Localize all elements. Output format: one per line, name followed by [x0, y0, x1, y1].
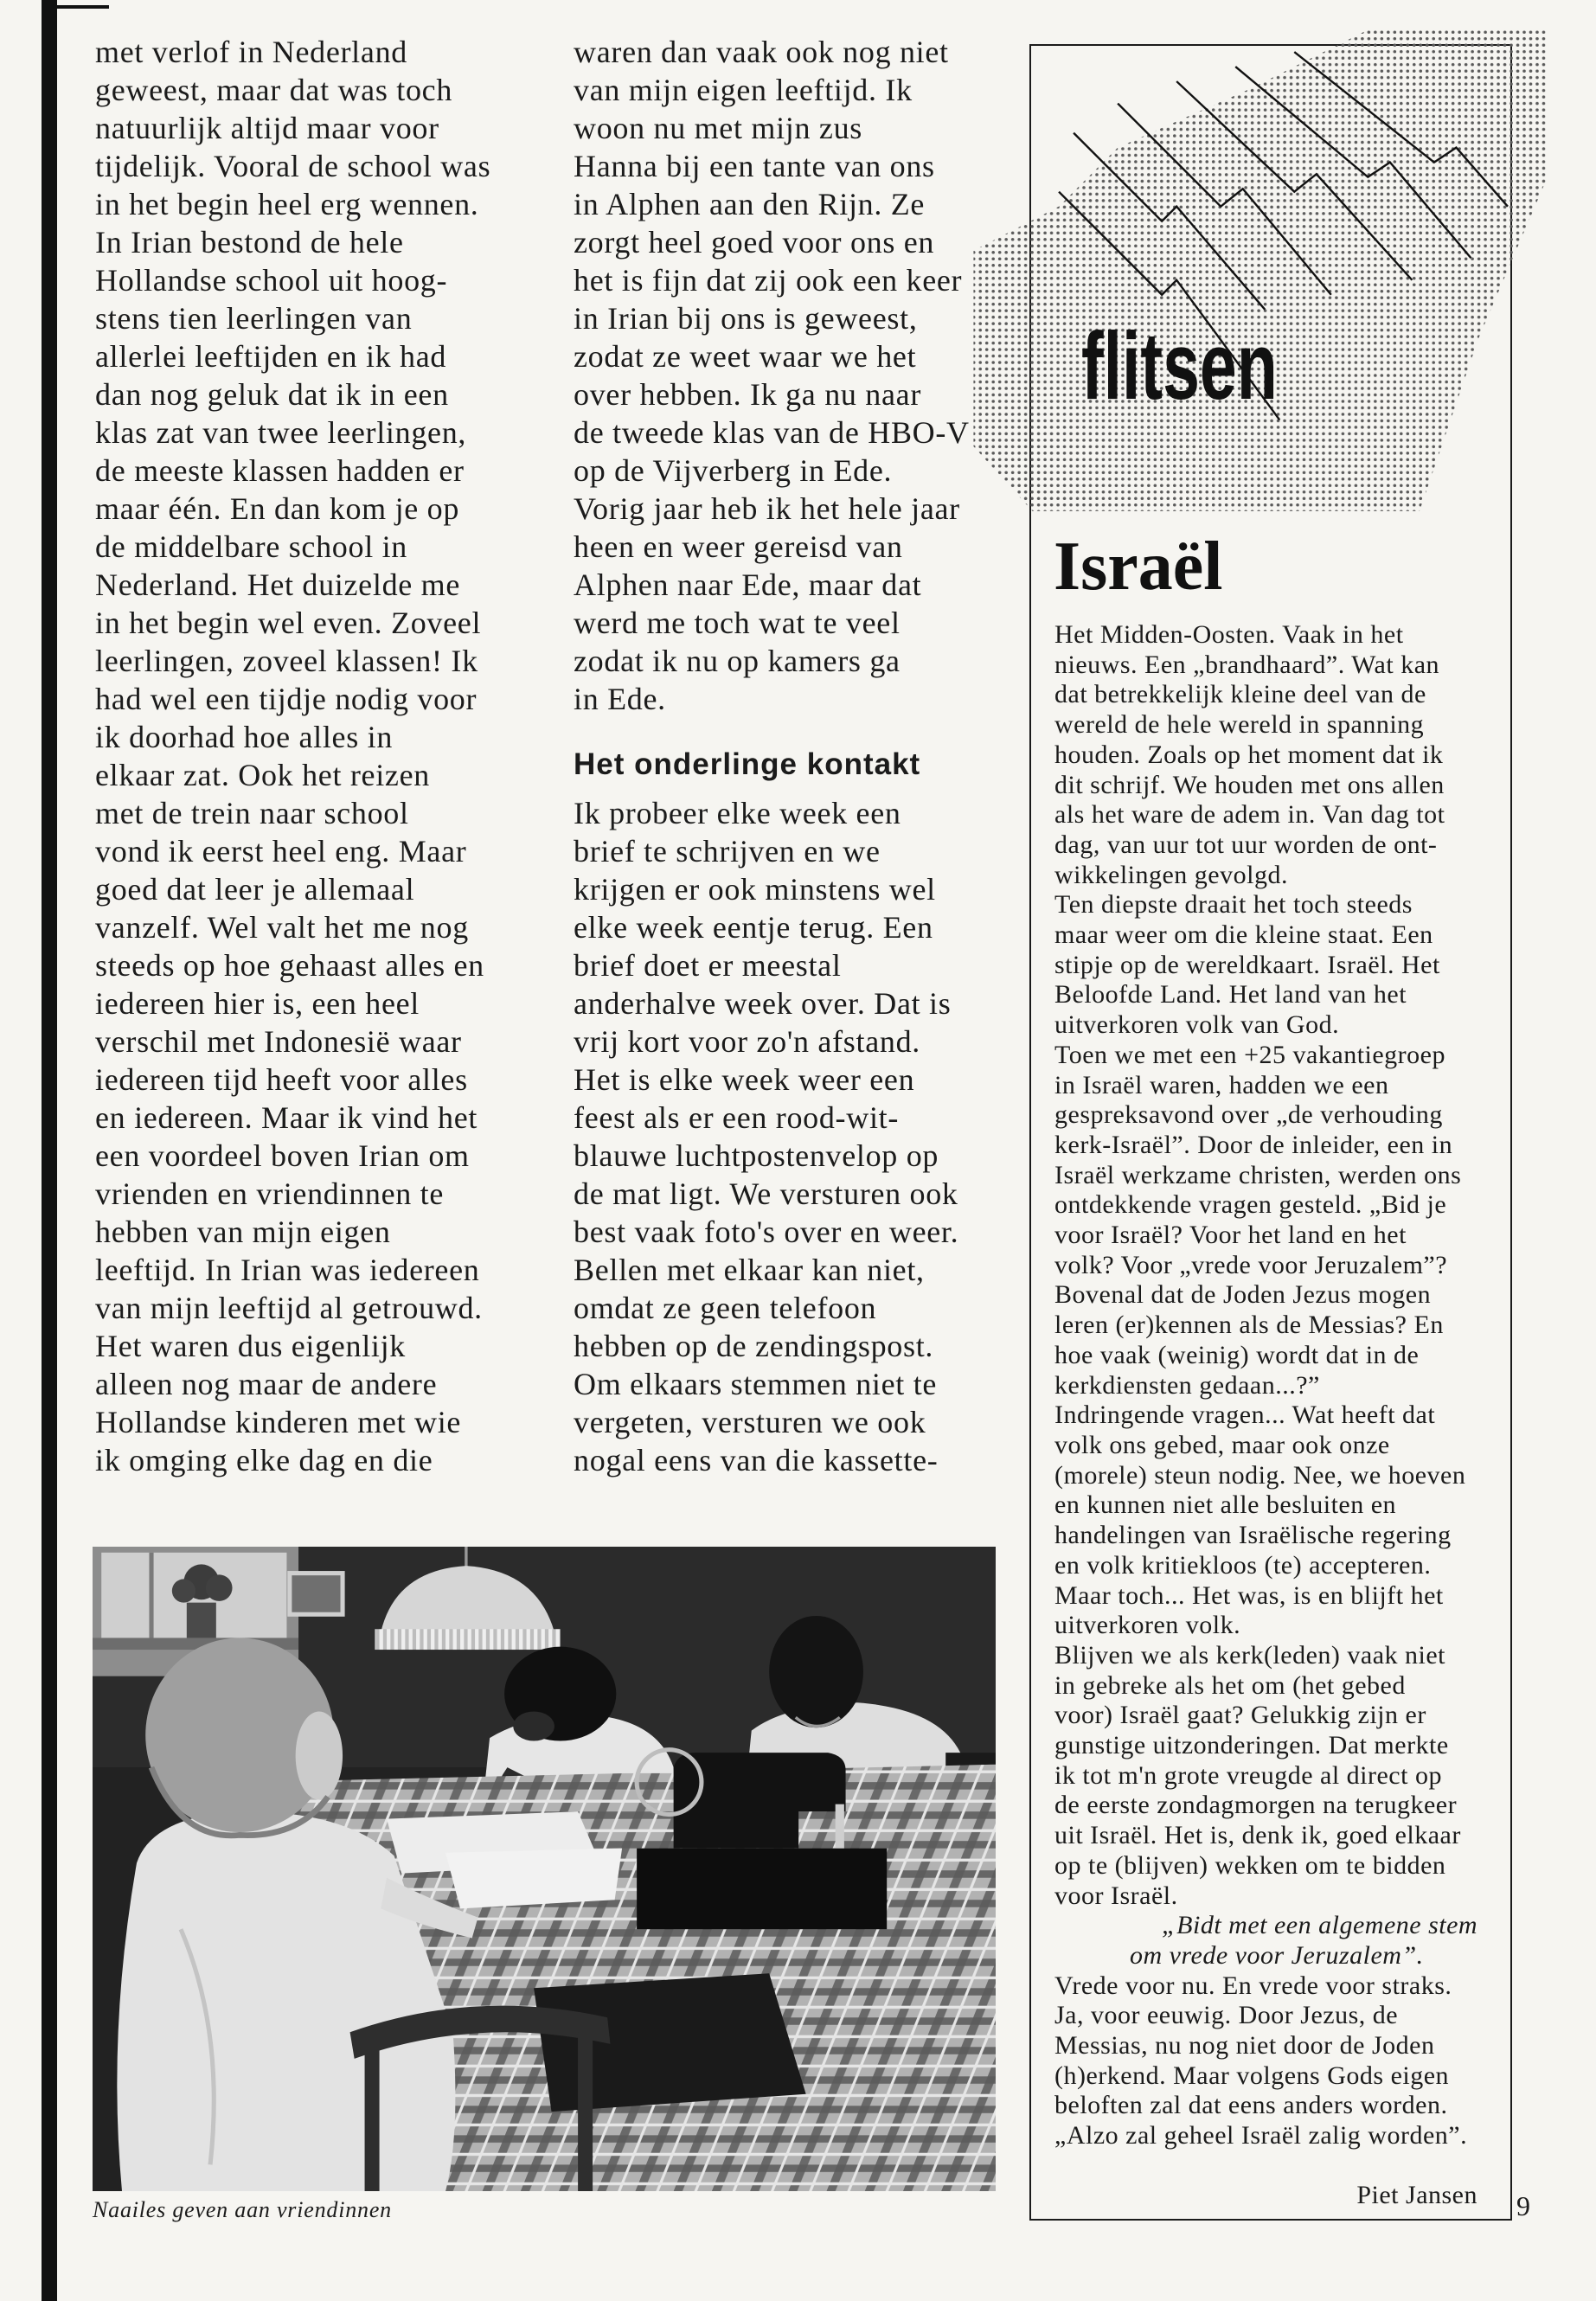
text-line: de tweede klas van de HBO-V: [574, 415, 970, 450]
text-line: Nederland. Het duizelde me: [95, 567, 461, 602]
text-line: blauwe luchtpostenvelop op: [574, 1138, 939, 1173]
text-line: gunstige uitzonderingen. Dat merkte: [1054, 1731, 1449, 1760]
text-line: hoe vaak (weinig) wordt dat in de: [1054, 1340, 1420, 1369]
text-line: nogal eens van die kassette-: [574, 1443, 939, 1477]
text-line: Bellen met elkaar kan niet,: [574, 1253, 925, 1287]
text-line: stens tien leerlingen van: [95, 301, 413, 336]
text-line: goed dat leer je allemaal: [95, 872, 415, 907]
column-middle-top: [574, 33, 970, 718]
text-line: Ik probeer elke week een: [574, 796, 901, 830]
text-line: verschil met Indonesië waar: [95, 1024, 462, 1059]
sidebar-rubric: flitsen: [1081, 313, 1278, 420]
text-line: Hanna bij een tante van ons: [574, 149, 935, 183]
text-line: Hollandse school uit hoog-: [95, 263, 448, 298]
text-line: Het is elke week weer een: [574, 1062, 915, 1097]
text-line: Om elkaars stemmen niet te: [574, 1367, 938, 1401]
text-line: in gebreke als het om (het gebed: [1054, 1670, 1406, 1700]
column-middle-bottom: [574, 794, 958, 1479]
text-line: tijdelijk. Vooral de school was: [95, 149, 491, 183]
text-line: een voordeel boven Irian om: [95, 1138, 470, 1173]
text-line: maar weer om die kleine staat. Een: [1054, 920, 1433, 950]
text-line: brief doet er meestal: [574, 948, 842, 983]
text-line: iedereen hier is, een heel: [95, 986, 420, 1021]
text-line: op de Vijverberg in Ede.: [574, 453, 893, 488]
author-name: Piet Jansen: [1356, 2181, 1477, 2209]
text-line: Ten diepste draait het toch steeds: [1054, 890, 1413, 920]
text-line: (h)erkend. Maar volgens Gods eigen: [1054, 2061, 1450, 2090]
text-line: met de trein naar school: [95, 796, 409, 830]
text-line: omdat ze geen telefoon: [574, 1291, 877, 1325]
text-line: hebben van mijn eigen: [95, 1215, 391, 1249]
text-line: (morele) steun nodig. Nee, we hoeven: [1054, 1460, 1466, 1490]
text-line: kerkdiensten gedaan...?”: [1054, 1370, 1320, 1400]
text-line: brief te schrijven en we: [574, 834, 881, 868]
text-line: vrienden en vriendinnen te: [95, 1176, 445, 1211]
text-line: feest als er een rood-wit-: [574, 1100, 900, 1135]
text-line: volk? Voor „vrede voor Jeruzalem”?: [1054, 1250, 1448, 1279]
text-line: en kunnen niet alle besluiten en: [1054, 1490, 1397, 1520]
dot-field: [973, 30, 1547, 511]
text-line: in het begin heel erg wennen.: [95, 187, 479, 221]
text-line: In Irian bestond de hele: [95, 225, 404, 260]
text-line: vrij kort voor zo'n afstand.: [574, 1024, 920, 1059]
top-edge-tick: [57, 5, 109, 9]
text-line: dat betrekkelijk kleine deel van de: [1054, 680, 1426, 709]
text-line: de meeste klassen hadden er: [95, 453, 465, 488]
text-line: Blijven we als kerk(leden) vaak niet: [1054, 1640, 1446, 1670]
text-line: Israël werkzame christen, werden ons: [1054, 1160, 1462, 1189]
text-line: handelingen van Israëlische regering: [1054, 1521, 1452, 1550]
sidebar-closing: [1054, 1971, 1477, 2151]
text-line: Het Midden-Oosten. Vaak in het: [1054, 620, 1404, 649]
column-left: [95, 33, 490, 1479]
sidebar-title: Israël: [1054, 529, 1223, 605]
text-line: klas zat van twee leerlingen,: [95, 415, 467, 450]
text-line: ik omging elke dag en die: [95, 1443, 433, 1477]
text-line: als het ware de adem in. Van dag tot: [1054, 800, 1445, 830]
text-line: hebben op de zendingspost.: [574, 1329, 934, 1363]
left-edge-bar: [42, 0, 57, 2301]
text-line: houden. Zoals op het moment dat ik: [1054, 740, 1444, 769]
text-line: best vaak foto's over en weer.: [574, 1215, 959, 1249]
text-line: Vorig jaar heb ik het hele jaar: [574, 491, 960, 526]
photo-caption: Naailes geven aan vriendinnen: [93, 2197, 392, 2222]
text-line: in Israël waren, hadden we een: [1054, 1070, 1389, 1099]
text-line: voor Israël? Voor het land en het: [1054, 1221, 1407, 1250]
text-line: op te (blijven) wekken om te bidden: [1054, 1850, 1446, 1880]
text-line: zodat ik nu op kamers ga: [574, 644, 901, 678]
text-line: Bovenal dat de Joden Jezus mogen: [1054, 1280, 1432, 1310]
text-line: geweest, maar dat was toch: [95, 73, 453, 107]
text-line: de mat ligt. We versturen ook: [574, 1176, 958, 1211]
text-line: steeds op hoe gehaast alles en: [95, 948, 484, 983]
text-line: Het waren dus eigenlijk: [95, 1329, 406, 1363]
text-line: in Ede.: [574, 682, 666, 716]
text-line: gespreksavond over „de verhouding: [1054, 1100, 1443, 1130]
text-line: Beloofde Land. Het land van het: [1054, 980, 1407, 1009]
text-line: van mijn leeftijd al getrouwd.: [95, 1291, 483, 1325]
text-line: van mijn eigen leeftijd. Ik: [574, 73, 913, 107]
text-line: Indringende vragen... Wat heeft dat: [1054, 1400, 1436, 1430]
text-line: zodat ze weet waar we het: [574, 339, 917, 374]
text-line: krijgen er ook minstens wel: [574, 872, 936, 907]
text-line: ik doorhad hoe alles in: [95, 720, 394, 754]
text-line: maar één. En dan kom je op: [95, 491, 460, 526]
text-line: dit schrijf. We houden met ons allen: [1054, 770, 1445, 799]
text-line: uitverkoren volk.: [1054, 1611, 1241, 1640]
text-line: in Alphen aan den Rijn. Ze: [574, 187, 926, 221]
fabric: [445, 1849, 622, 1909]
text-line: Hollandse kinderen met wie: [95, 1405, 462, 1439]
text-line: Messias, nu nog niet door de Joden: [1054, 2031, 1435, 2061]
text-line: elkaar zat. Ook het reizen: [95, 758, 430, 792]
text-line: ontdekkende vragen gesteld. „Bid je: [1054, 1190, 1447, 1220]
text-line: in Irian bij ons is geweest,: [574, 301, 918, 336]
text-line: heen en weer gereisd van: [574, 529, 903, 564]
photo: [93, 1547, 996, 2191]
section-heading: Het onderlinge kontakt: [574, 747, 921, 781]
text-line: elke week eentje terug. Een: [574, 910, 933, 945]
text-line: vanzelf. Wel valt het me nog: [95, 910, 469, 945]
text-line: werd me toch wat te veel: [574, 606, 901, 640]
text-line: anderhalve week over. Dat is: [574, 986, 952, 1021]
halftone-graphic: [971, 22, 1552, 516]
text-line: voor Israël.: [1054, 1881, 1178, 1910]
text-line: dag, van uur tot uur worden de ont-: [1054, 830, 1438, 859]
text-line: Maar toch... Het was, is en blijft het: [1054, 1580, 1444, 1610]
text-line: voor) Israël gaat? Gelukkig zijn er: [1054, 1701, 1426, 1730]
text-line: nieuws. Een „brandhaard”. Wat kan: [1054, 650, 1440, 679]
text-line: Vrede voor nu. En vrede voor straks.: [1054, 1971, 1452, 2000]
text-line: dan nog geluk dat ik in een: [95, 377, 449, 412]
text-line: wereld de hele wereld in spanning: [1054, 710, 1425, 740]
text-line: iedereen tijd heeft voor alles: [95, 1062, 468, 1097]
text-line: Alphen naar Ede, maar dat: [574, 567, 922, 602]
text-line: in het begin wel even. Zoveel: [95, 606, 482, 640]
text-line: de eerste zondagmorgen na terugkeer: [1054, 1791, 1458, 1820]
text-line: Toen we met een +25 vakantiegroep: [1054, 1040, 1445, 1069]
text-line: uitverkoren volk van God.: [1054, 1010, 1340, 1040]
text-line: en volk kritiekloos (te) accepteren.: [1054, 1550, 1432, 1580]
page-number: 9: [1516, 2190, 1530, 2221]
text-line: met verlof in Nederland: [95, 35, 407, 69]
text-line: ik tot m'n grote vreugde al direct op: [1054, 1760, 1442, 1790]
text-line: vergeten, versturen we ook: [574, 1405, 926, 1439]
picture-frame: [290, 1574, 343, 1615]
text-line: woon nu met mijn zus: [574, 111, 862, 145]
text-line: wikkelingen gevolgd.: [1054, 860, 1288, 889]
text-line: uit Israël. Het is, denk ik, goed elkaar: [1054, 1821, 1461, 1850]
text-line: vond ik eerst heel eng. Maar: [95, 834, 467, 868]
text-line: leren (er)kennen als de Messias? En: [1054, 1311, 1444, 1340]
sidebar-paragraphs: [1054, 620, 1477, 1911]
text-line: allerlei leeftijden en ik had: [95, 339, 447, 374]
text-line: om vrede voor Jeruzalem”.: [1130, 1940, 1424, 1970]
text-line: kerk-Israël”. Door de inleider, een in: [1054, 1130, 1453, 1159]
text-line: natuurlijk altijd maar voor: [95, 111, 439, 145]
text-line: stipje op de wereldkaart. Israël. Het: [1054, 950, 1440, 979]
text-line: over hebben. Ik ga nu naar: [574, 377, 922, 412]
text-line: en iedereen. Maar ik vind het: [95, 1100, 478, 1135]
sidebar-quote: [1054, 1911, 1477, 1971]
text-line: volk ons gebed, maar ook onze: [1054, 1430, 1390, 1459]
text-line: waren dan vaak ook nog niet: [574, 35, 949, 69]
text-line: leerlingen, zoveel klassen! Ik: [95, 644, 478, 678]
text-line: zorgt heel goed voor ons en: [574, 225, 935, 260]
text-line: leeftijd. In Irian was iedereen: [95, 1253, 480, 1287]
text-line: de middelbare school in: [95, 529, 408, 564]
text-line: „Alzo zal geheel Israël zalig worden”.: [1054, 2121, 1468, 2150]
text-line: „Bidt met een algemene stem: [1162, 1911, 1478, 1940]
dark-fabric: [534, 1973, 806, 2112]
text-line: alleen nog maar de andere: [95, 1367, 438, 1401]
text-line: Ja, voor eeuwig. Door Jezus, de: [1054, 2001, 1399, 2030]
text-line: had wel een tijdje nodig voor: [95, 682, 478, 716]
text-line: beloften zal dat eens anders worden.: [1054, 2091, 1448, 2120]
sidebar-body: [1054, 620, 1477, 2151]
text-line: het is fijn dat zij ook een keer: [574, 263, 963, 298]
